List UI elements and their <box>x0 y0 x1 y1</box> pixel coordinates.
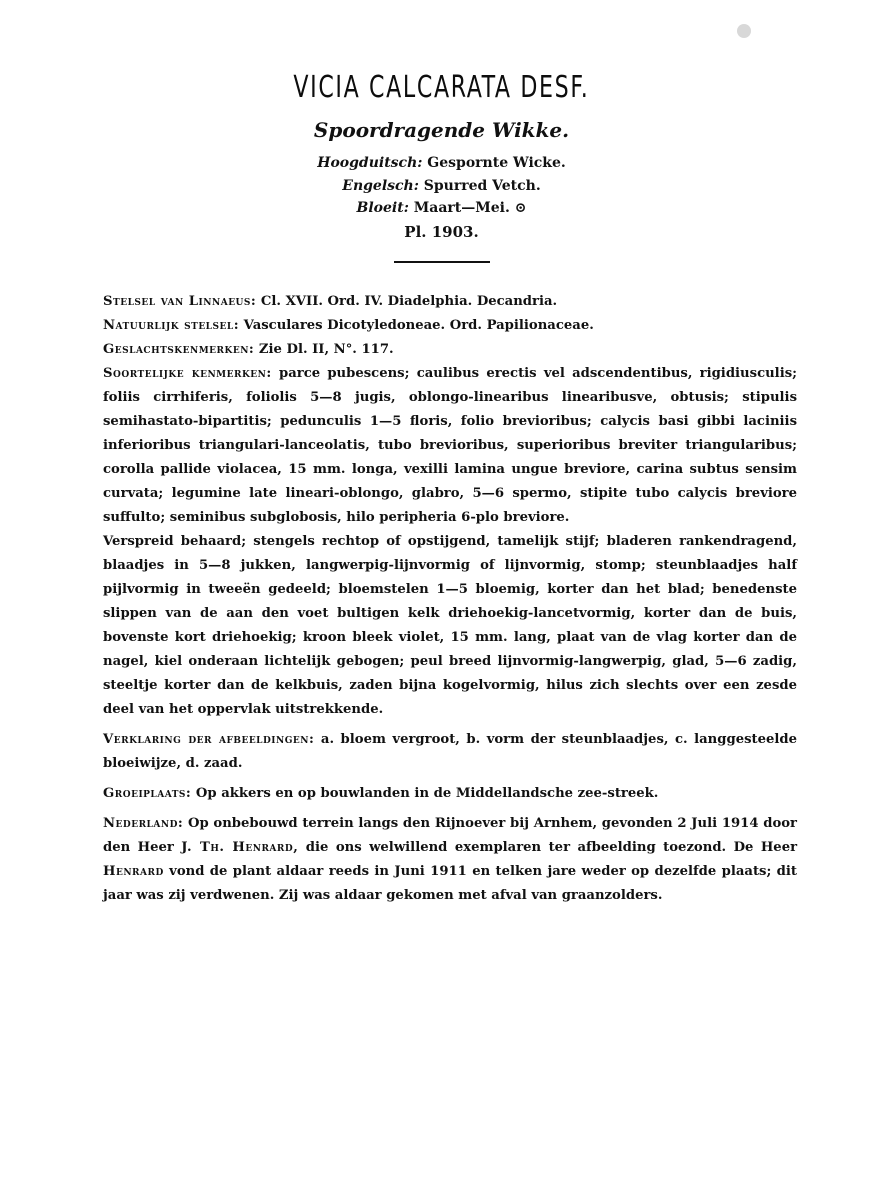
habitat-text: Op akkers en op bouwlanden in de Middellandsche zee-streek. <box>195 786 659 801</box>
natural-system-text: Vasculares Dicotyledoneae. Ord. Papilionaceae. <box>243 318 594 333</box>
illustration-paragraph <box>103 728 797 776</box>
netherlands-label: Nederland: <box>103 816 184 831</box>
flowering-value: Maart—Mei. ⊙ <box>413 200 527 216</box>
netherlands-paragraph <box>103 812 797 908</box>
species-label: Soortelijke kenmerken: <box>103 366 272 381</box>
german-value: Gespornte Wicke. <box>427 155 566 171</box>
genus-paragraph <box>103 338 797 362</box>
linnaeus-label: Stelsel van Linnaeus: <box>103 294 257 309</box>
natural-system-label: Natuurlijk stelsel: <box>103 318 240 333</box>
illustration-text: a. bloem vergroot, b. vorm der steunblaadjes, c. langgesteelde bloeiwijze, d. zaad. <box>103 732 797 771</box>
genus-label: Geslachtskenmerken: <box>103 342 255 357</box>
dutch-description-text: Verspreid behaard; stengels rechtop of opstijgend, tamelijk stijf; bladeren rankendragend, blaadjes in 5—8 jukken, langwerpig-lijnvormig of lijnvormig, stomp; steunblaadjes half pijlvormig in tweeën gedeeld; bloemstelen 1—5 bloemig, korter dan het blad; benedenste slippen van de aan den voet bultigen kelk driehoekig-lancetvormig, korter dan de buis, bovenste kort driehoekig; kroon bleek violet, 15 mm. lang, plaat van de vlag korter dan de nagel, kiel onderaan lichtelijk gebogen; peul breed lijnvormig-langwerpig, glad, 5—6 zadig, steeltje korter dan de kelkbuis, zaden bijna kogelvormig, hilus zich slechts over een zesde deel van het oppervlak uitstrekkende. <box>103 534 797 717</box>
netherlands-person-2: Henrard <box>103 864 164 879</box>
dutch-name: Spoordragende Wikke. <box>313 118 570 142</box>
description-body <box>103 290 797 908</box>
flowering-label: Bloeit: <box>356 200 409 216</box>
german-name-row <box>0 155 883 171</box>
plate-number: Pl. 1903. <box>404 223 479 241</box>
flowering-row <box>0 200 883 216</box>
genus-text: Zie Dl. II, N°. 117. <box>258 342 394 357</box>
english-label: Engelsch: <box>342 178 419 194</box>
illustration-label: Verklaring der afbeeldingen: <box>103 732 315 747</box>
netherlands-text-1: Op onbebouwd terrein langs den Rijnoever bij Arnhem, gevonden 2 Juli 1914 door den Heer <box>103 816 797 855</box>
netherlands-text-2: die ons welwillend exemplaren ter afbeelding toezond. De Heer <box>305 840 798 855</box>
species-title: VICIA CALCARATA DESF. <box>293 70 590 105</box>
paper-spot <box>737 24 751 38</box>
species-paragraph <box>103 362 797 530</box>
netherlands-person: J. Th. Henrard, <box>181 840 299 855</box>
species-text: parce pubescens; caulibus erectis vel adscendentibus, rigidiusculis; foliis cirrhiferis, foliolis 5—8 jugis, oblongo-linearibus linearibusve, obtusis; stipulis semihastato-bipartitis; pedunculis 1—5 floris, folio brevioribus; calycis basi gibbi laciniis inferioribus triangulari-lanceolatis, tubo brevioribus, superioribus breviter triangularibus; corolla pallide violacea, 15 mm. longa, vexilli lamina ungue breviore, carina subtus sensim curvata; legumine late lineari-oblongo, glabro, 5—6 spermo, stipite tubo calycis breviore suffulto; seminibus subglobosis, hilo peripheria 6-plo breviore. <box>103 366 797 525</box>
netherlands-text-3: vond de plant aldaar reeds in Juni 1911 en telken jare weder op dezelfde plaats; dit jaar was zij verdwenen. Zij was aldaar gekomen met afval van graanzolders. <box>103 864 798 903</box>
divider-rule <box>394 261 490 263</box>
habitat-paragraph <box>103 782 797 806</box>
german-label: Hoogduitsch: <box>317 155 423 171</box>
linnaeus-text: Cl. XVII. Ord. IV. Diadelphia. Decandria. <box>260 294 558 309</box>
natural-system-paragraph <box>103 314 797 338</box>
dutch-description-paragraph <box>103 530 797 722</box>
linnaeus-paragraph <box>103 290 797 314</box>
english-value: Spurred Vetch. <box>423 178 541 194</box>
habitat-label: Groeiplaats: <box>103 786 192 801</box>
english-name-row <box>0 178 883 194</box>
